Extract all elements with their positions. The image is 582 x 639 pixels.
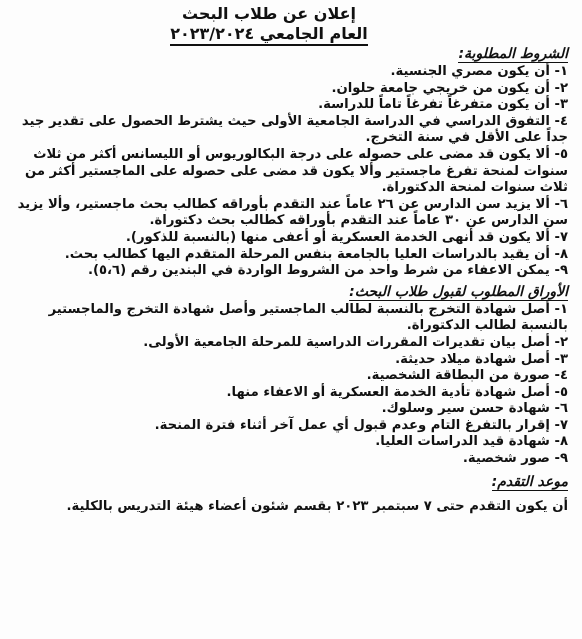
academic-year-subtitle: [10, 24, 568, 44]
documents-heading: [10, 282, 568, 302]
condition-item: ٣- أن يكون متفرغاً تفرغاً تاماً للدراسة.: [318, 97, 568, 113]
document-item: ٥- أصل شهادة تأدية الخدمة العسكرية أو الاعفاء منها.: [226, 384, 568, 400]
condition-item: ٧- ألا يكون قد أنهى الخدمة العسكرية أو أعفى منها (بالنسبة للذكور).: [125, 229, 568, 245]
condition-item: ٨- أن يقيد بالدراسات العليا بالجامعة بنفس المرحلة المتقدم اليها كطالب بحث.: [64, 246, 568, 262]
condition-item: ٦- ألا يزيد سن الدارس عن ٢٦ عاماً عند التقدم بأوراقه كطالب بحث ماجستير، وألا يزيد سن الدارس عن ٣٠ عاماً عند التقدم بأوراقه كطالب بحث دكتوراة.: [17, 196, 568, 229]
document-item: ٦- شهادة حسن سير وسلوك.: [381, 401, 568, 417]
conditions-list: [10, 64, 568, 280]
document-item: ١- أصل شهادة التخرج بالنسبة لطالب الماجستير وأصل شهادة التخرج والماجستير بالنسبة لطالب الدكتوراة.: [48, 301, 568, 334]
documents-list: [10, 302, 568, 468]
document-item: ٨- شهادة قيد الدراسات العليا.: [375, 434, 568, 450]
condition-item: ٥- ألا يكون قد مضى على حصوله على درجة البكالوريوس أو الليسانس أكثر من ثلاث سنوات لمنحة تفرغ ماجستير وألا يكون قد مضى على حصوله على الماجستير أكثر من ثلاث سنوات لمنحة الدكتوراة.: [24, 146, 568, 196]
page-title: إعلان عن طلاب البحث: [181, 4, 357, 23]
conditions-heading: [10, 44, 568, 64]
document-item: ٩- صور شخصية.: [462, 451, 568, 467]
deadline-text: أن يكون التقدم حتى ٧ سبتمبر ٢٠٢٣ بقسم شئون أعضاء هيئة التدريس بالكلية.: [66, 498, 568, 514]
condition-item: ١- أن يكون مصري الجنسية.: [390, 64, 568, 79]
conditions-heading-text: الشروط المطلوبة:: [458, 46, 568, 62]
document-item: ٢- أصل بيان تقديرات المقررات الدراسية للمرحلة الجامعية الأولى.: [143, 334, 568, 350]
document-item: ٧- إقرار بالتفرغ التام وعدم قبول أي عمل آخر أثناء فترة المنحة.: [154, 417, 568, 433]
document-item: ٣- أصل شهادة ميلاد حديثة.: [395, 351, 568, 367]
document-item: ٤- صورة من البطاقة الشخصية.: [366, 368, 568, 384]
condition-item: ٩- يمكن الاعفاء من شرط واحد من الشروط الواردة في البندين رقم (٥،٦).: [87, 263, 568, 279]
condition-item: ٤- التفوق الدراسي في الدراسة الجامعية الأولى حيث يشترط الحصول على تقدير جيد جداً على الأقل في سنة التخرج.: [21, 113, 568, 146]
academic-year-text: العام الجامعي ٢٠٢٣/٢٠٢٤: [170, 24, 368, 46]
condition-item: ٢- أن يكون من خريجي جامعة حلوان.: [331, 80, 568, 96]
documents-heading-text: الأوراق المطلوب لقبول طلاب البحث:: [349, 283, 568, 300]
deadline-heading-text: موعد التقدم:: [491, 473, 568, 490]
deadline-heading: [10, 472, 568, 492]
